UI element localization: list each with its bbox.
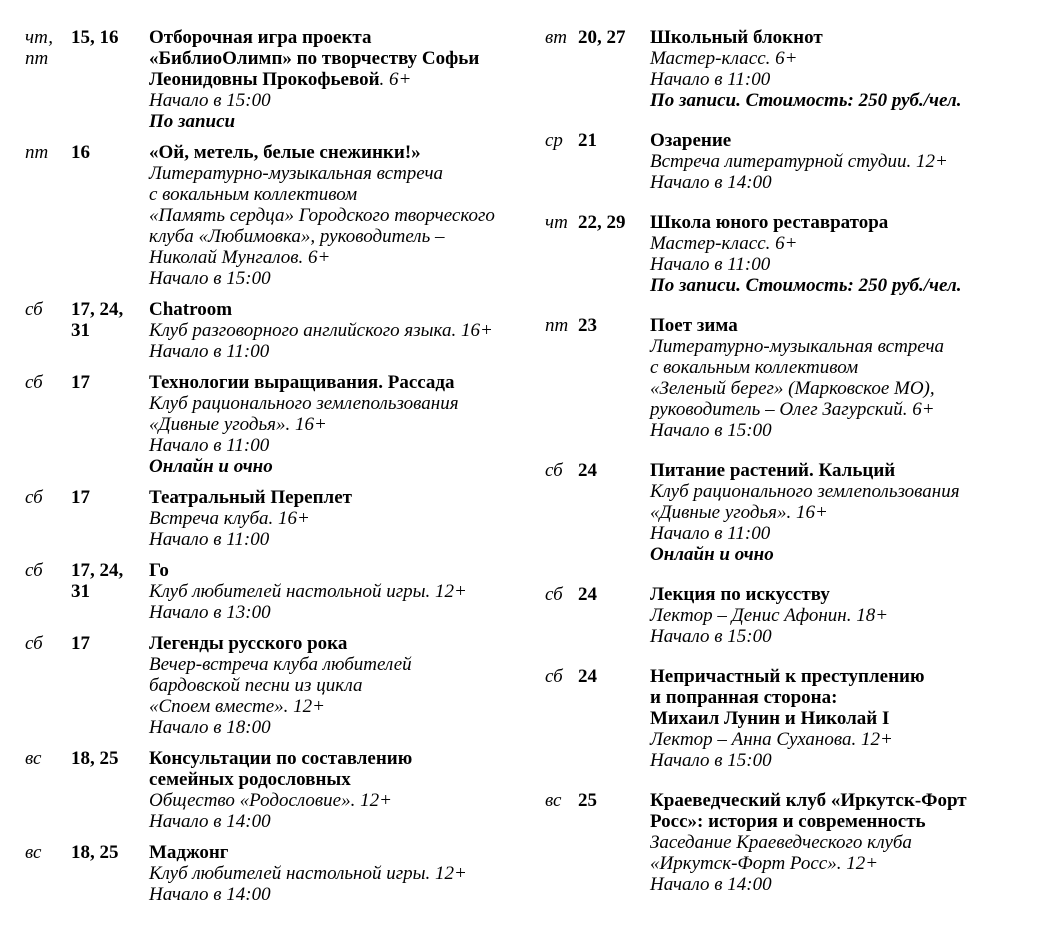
event-date-line: 25 bbox=[578, 790, 597, 811]
event-note: Онлайн и очно bbox=[149, 456, 273, 477]
event-day-line: сб bbox=[25, 372, 43, 393]
event-day-line: сб bbox=[545, 584, 563, 605]
event-start-time: Начало в 14:00 bbox=[149, 811, 271, 832]
event-date-line: 24 bbox=[578, 584, 597, 605]
event-start-time: Начало в 15:00 bbox=[149, 268, 271, 289]
event-body bbox=[149, 487, 517, 550]
event-dates bbox=[578, 315, 650, 441]
event-start-time: Начало в 15:00 bbox=[650, 626, 772, 647]
event-date-line: 24 bbox=[578, 666, 597, 687]
event-day-line: сб bbox=[25, 487, 43, 508]
event-day-line: вс bbox=[25, 748, 42, 769]
event-description-line: Общество «Родословие». 12+ bbox=[149, 790, 392, 811]
event-title-line: Chatroom bbox=[149, 299, 233, 320]
event-start-time: Начало в 13:00 bbox=[149, 602, 271, 623]
event-days bbox=[545, 460, 578, 565]
event-dates bbox=[71, 487, 149, 550]
event-title-line: Школьный блокнот bbox=[650, 27, 823, 48]
schedule-columns bbox=[25, 27, 1063, 905]
event-dates bbox=[71, 842, 149, 905]
event-title-line: Технологии выращивания. Рассада bbox=[149, 372, 455, 393]
event-body bbox=[149, 27, 517, 132]
event-date-line: 18, 25 bbox=[71, 748, 119, 769]
event-days bbox=[545, 790, 578, 895]
event-row bbox=[545, 790, 1051, 895]
event-title-line: Школа юного реставратора bbox=[650, 212, 889, 233]
event-body bbox=[650, 27, 1051, 111]
event-description-line: Лектор – Денис Афонин. 18+ bbox=[650, 605, 889, 626]
event-days bbox=[545, 27, 578, 111]
event-description-line: клуба «Любимовка», руководитель – bbox=[149, 226, 445, 247]
event-day-line: вс bbox=[25, 842, 42, 863]
event-start-time: Начало в 14:00 bbox=[149, 884, 271, 905]
event-description-line: Вечер-встреча клуба любителей bbox=[149, 654, 412, 675]
event-title-line: Краеведческий клуб «Иркутск-Форт bbox=[650, 790, 967, 811]
event-body bbox=[149, 633, 517, 738]
event-day-line: пт bbox=[25, 48, 49, 69]
event-body bbox=[650, 212, 1051, 296]
event-day-line: вт bbox=[545, 27, 567, 48]
event-day-line: пт bbox=[25, 142, 49, 163]
event-description-line: Клуб любителей настольной игры. 12+ bbox=[149, 863, 467, 884]
event-description-line: Клуб любителей настольной игры. 12+ bbox=[149, 581, 467, 602]
event-description-line: Литературно-музыкальная встреча bbox=[650, 336, 945, 357]
event-date-line: 31 bbox=[71, 581, 90, 602]
event-title-line: Маджонг bbox=[149, 842, 229, 863]
schedule-column-right bbox=[545, 27, 1051, 895]
event-day-line: сб bbox=[25, 560, 43, 581]
event-row bbox=[545, 212, 1051, 296]
event-dates bbox=[578, 27, 650, 111]
event-dates bbox=[71, 299, 149, 362]
event-days bbox=[545, 212, 578, 296]
event-note: Онлайн и очно bbox=[650, 544, 774, 565]
event-day-line: пт bbox=[545, 315, 569, 336]
event-note: По записи. Стоимость: 250 руб./чел. bbox=[650, 90, 962, 111]
event-description-line: «Иркутск-Форт Росс». 12+ bbox=[650, 853, 879, 874]
event-description-line: Николай Мунгалов. 6+ bbox=[149, 247, 331, 268]
event-body bbox=[650, 584, 1051, 647]
event-body bbox=[149, 748, 517, 832]
event-description-line: Литературно-музыкальная встреча bbox=[149, 163, 444, 184]
event-description-line: с вокальным коллективом bbox=[650, 357, 859, 378]
event-title-line: «БиблиоОлимп» по творчеству Софьи bbox=[149, 48, 480, 69]
event-description-line: Лектор – Анна Суханова. 12+ bbox=[650, 729, 893, 750]
event-description-line: Мастер-класс. 6+ bbox=[650, 48, 798, 69]
event-description-line: «Зеленый берег» (Марковское МО), bbox=[650, 378, 935, 399]
event-description-line: Встреча литературной студии. 12+ bbox=[650, 151, 948, 172]
event-title-line: Театральный Переплет bbox=[149, 487, 352, 508]
event-title-line: Михаил Лунин и Николай I bbox=[650, 708, 890, 729]
event-description-line: «Дивные угодья». 16+ bbox=[149, 414, 327, 435]
event-day-line: ср bbox=[545, 130, 563, 151]
event-title-line: Отборочная игра проекта bbox=[149, 27, 372, 48]
event-start-time: Начало в 18:00 bbox=[149, 717, 271, 738]
event-days bbox=[25, 299, 71, 362]
event-description-line: «Память сердца» Городского творческого bbox=[149, 205, 495, 226]
event-day-line: сб bbox=[25, 299, 43, 320]
event-note: По записи. Стоимость: 250 руб./чел. bbox=[650, 275, 962, 296]
event-body bbox=[149, 560, 517, 623]
event-day-line: чт bbox=[545, 212, 568, 233]
event-body bbox=[650, 790, 1051, 895]
event-dates bbox=[578, 130, 650, 193]
schedule-column-left bbox=[25, 27, 517, 905]
event-date-line: 24 bbox=[578, 460, 597, 481]
event-body bbox=[650, 130, 1051, 193]
event-body bbox=[149, 372, 517, 477]
event-date-line: 17 bbox=[71, 372, 90, 393]
event-title-line: Лекция по искусству bbox=[650, 584, 830, 605]
event-title-line: Го bbox=[149, 560, 169, 581]
event-days bbox=[25, 633, 71, 738]
event-description-line: Клуб разговорного английского языка. 16+ bbox=[149, 320, 493, 341]
event-date-line: 22, 29 bbox=[578, 212, 626, 233]
event-description-line: Встреча клуба. 16+ bbox=[149, 508, 310, 529]
event-date-line: 17 bbox=[71, 487, 90, 508]
event-date-line: 21 bbox=[578, 130, 597, 151]
event-date-line: 16 bbox=[71, 142, 90, 163]
event-description-line: Заседание Краеведческого клуба bbox=[650, 832, 912, 853]
event-date-line: 18, 25 bbox=[71, 842, 119, 863]
event-title-line: Легенды русского рока bbox=[149, 633, 348, 654]
event-body bbox=[650, 666, 1051, 771]
event-date-line: 17, 24, bbox=[71, 299, 124, 320]
event-start-time: Начало в 15:00 bbox=[149, 90, 271, 111]
event-day-line: чт, bbox=[25, 27, 54, 48]
event-body bbox=[650, 460, 1051, 565]
event-date-line: 23 bbox=[578, 315, 597, 336]
event-title-line: «Ой, метель, белые снежинки!» bbox=[149, 142, 421, 163]
event-row bbox=[545, 584, 1051, 647]
event-body bbox=[650, 315, 1051, 441]
event-start-time: Начало в 11:00 bbox=[149, 341, 270, 362]
event-description-line: руководитель – Олег Загурский. 6+ bbox=[650, 399, 935, 420]
event-row bbox=[25, 842, 517, 905]
event-row bbox=[545, 666, 1051, 771]
event-date-line: 15, 16 bbox=[71, 27, 119, 48]
event-description-line: с вокальным коллективом bbox=[149, 184, 358, 205]
event-row bbox=[545, 27, 1051, 111]
event-description-line: «Споем вместе». 12+ bbox=[149, 696, 325, 717]
event-date-line: 17 bbox=[71, 633, 90, 654]
event-description-line: Мастер-класс. 6+ bbox=[650, 233, 798, 254]
event-body bbox=[149, 842, 517, 905]
event-body bbox=[149, 299, 517, 362]
event-days bbox=[25, 748, 71, 832]
event-title-line: Озарение bbox=[650, 130, 732, 151]
event-row bbox=[25, 487, 517, 550]
event-title-line: Непричастный к преступлению bbox=[650, 666, 925, 687]
event-dates bbox=[71, 633, 149, 738]
event-date-line: 17, 24, bbox=[71, 560, 124, 581]
event-days bbox=[545, 666, 578, 771]
event-row bbox=[25, 142, 517, 289]
event-row bbox=[545, 130, 1051, 193]
event-dates bbox=[71, 560, 149, 623]
event-day-line: сб bbox=[25, 633, 43, 654]
event-row bbox=[545, 460, 1051, 565]
event-description-line: «Дивные угодья». 16+ bbox=[650, 502, 828, 523]
event-body bbox=[149, 142, 517, 289]
event-description-line: бардовской песни из цикла bbox=[149, 675, 363, 696]
event-title-line: Поет зима bbox=[650, 315, 738, 336]
event-dates bbox=[578, 460, 650, 565]
event-description-line: Клуб рационального землепользования bbox=[149, 393, 459, 414]
event-row bbox=[545, 315, 1051, 441]
event-day-line: сб bbox=[545, 460, 563, 481]
event-start-time: Начало в 11:00 bbox=[650, 254, 771, 275]
event-title-age: . 6+ bbox=[379, 69, 412, 90]
event-start-time: Начало в 11:00 bbox=[149, 435, 270, 456]
event-title-line: Консультации по составлению bbox=[149, 748, 413, 769]
event-days bbox=[25, 487, 71, 550]
event-title-line: Росс»: история и современность bbox=[650, 811, 926, 832]
event-title-line: Питание растений. Кальций bbox=[650, 460, 896, 481]
event-title-line: Леонидовны Прокофьевой. 6+ bbox=[149, 69, 412, 90]
event-dates bbox=[578, 212, 650, 296]
event-days bbox=[25, 842, 71, 905]
event-row bbox=[25, 748, 517, 832]
event-day-line: вс bbox=[545, 790, 562, 811]
event-days bbox=[545, 130, 578, 193]
event-start-time: Начало в 11:00 bbox=[650, 523, 771, 544]
event-days bbox=[25, 142, 71, 289]
event-description-line: Клуб рационального землепользования bbox=[650, 481, 960, 502]
event-dates bbox=[71, 142, 149, 289]
event-start-time: Начало в 11:00 bbox=[149, 529, 270, 550]
event-dates bbox=[578, 666, 650, 771]
event-start-time: Начало в 15:00 bbox=[650, 420, 772, 441]
event-days bbox=[545, 315, 578, 441]
event-start-time: Начало в 11:00 bbox=[650, 69, 771, 90]
event-title-line: семейных родословных bbox=[149, 769, 351, 790]
event-start-time: Начало в 14:00 bbox=[650, 874, 772, 895]
event-row bbox=[25, 633, 517, 738]
event-dates bbox=[71, 372, 149, 477]
event-date-line: 31 bbox=[71, 320, 90, 341]
event-row bbox=[25, 299, 517, 362]
event-days bbox=[545, 584, 578, 647]
event-row bbox=[25, 27, 517, 132]
event-date-line: 20, 27 bbox=[578, 27, 626, 48]
event-note: По записи bbox=[149, 111, 236, 132]
event-dates bbox=[578, 790, 650, 895]
event-days bbox=[25, 560, 71, 623]
event-start-time: Начало в 15:00 bbox=[650, 750, 772, 771]
event-dates bbox=[578, 584, 650, 647]
event-days bbox=[25, 27, 71, 132]
event-title-line: и попранная сторона: bbox=[650, 687, 838, 708]
event-dates bbox=[71, 27, 149, 132]
event-days bbox=[25, 372, 71, 477]
event-row bbox=[25, 372, 517, 477]
event-row bbox=[25, 560, 517, 623]
event-dates bbox=[71, 748, 149, 832]
event-day-line: сб bbox=[545, 666, 563, 687]
event-start-time: Начало в 14:00 bbox=[650, 172, 772, 193]
